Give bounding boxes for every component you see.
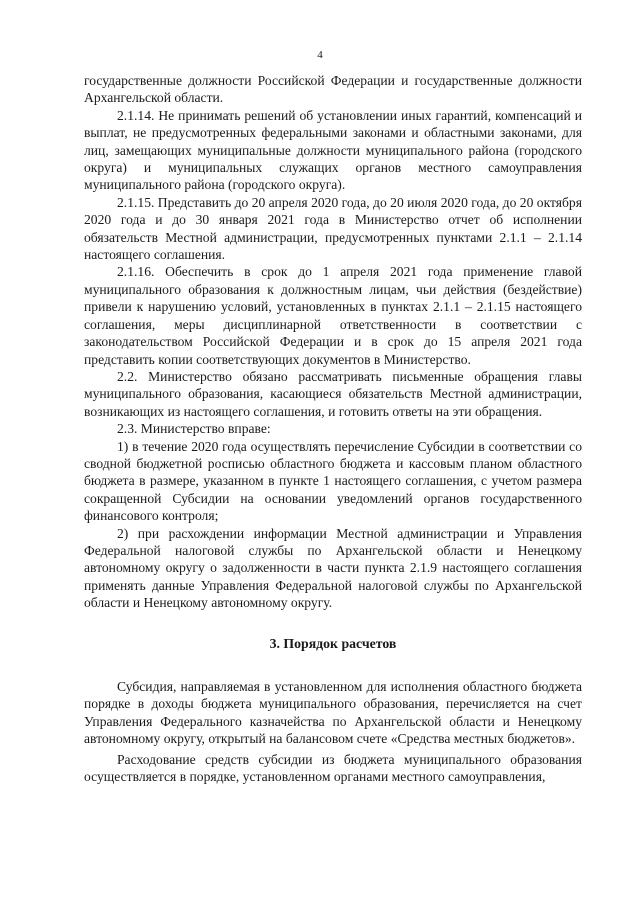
paragraph-2-3-item-1: 1) в течение 2020 года осуществлять перечисление Субсидии в соответствии со сводной бюджетной росписью областного бюджета и кассовым планом областного бюджета в размере, указанном в пункте 1 настоящего соглашения, с учетом размера сокращенной Субсидии на основании уведомлений органов государственного финансового контроля; [84, 438, 582, 524]
paragraph-2-1-15: 2.1.15. Представить до 20 апреля 2020 года, до 20 июля 2020 года, до 20 октября 2020 года и до 30 января 2021 года в Министерство отчет об исполнении обязательств Местной администрации, предусмотренных пунктами 2.1.1 – 2.1.14 настоящего соглашения. [84, 194, 582, 263]
paragraph-subsidy-transfer: Субсидия, направляемая в установленном для исполнения областного бюджета порядке в доходы бюджета муниципального образования, перечисляется на счет Управления Федерального казначейства по Архангельской области и Ненецкому автономному округу, открытый на балансовом счете «Средства местных бюджетов». [84, 679, 582, 747]
paragraph-2-1-16: 2.1.16. Обеспечить в срок до 1 апреля 2021 года применение главой муниципального образования к должностным лицам, чьи действия (бездействие) привели к нарушению условий, установленных в пунктах 2.1.1 – 2.1.15 настоящего соглашения, меры дисциплинарной ответственности в соответствии с законодательством Российской Федерации и в срок до 15 апреля 2021 года представить копии соответствующих документов в Министерство. [84, 264, 582, 367]
paragraph-2-1-14: 2.1.14. Не принимать решений об установлении иных гарантий, компенсаций и выплат, не предусмотренных федеральными законами и областными законами, для лиц, замещающих муниципальные должности муниципального района (городского округа) и муниципальных служащих органов местного самоуправления муниципального района (городского округа). [84, 107, 582, 193]
paragraph-continuation: государственные должности Российской Федерации и государственные должности Архангельской области. [84, 73, 582, 106]
section-title: 3. Порядок расчетов [269, 635, 397, 651]
paragraph-2-3-item-2: 2) при расхождении информации Местной администрации и Управления Федеральной налоговой службы по Архангельской области и Ненецкому автономному округу о задолженности в части пункта 2.1.9 настоящего соглашения применять данные Управления Федеральной налоговой службы по Архангельской области и Ненецкому автономному округу. [84, 525, 582, 611]
page-number: 4 [317, 49, 323, 61]
paragraph-2-3: 2.3. Министерство вправе: [117, 421, 271, 437]
document-body [84, 72, 582, 785]
paragraph-subsidy-spending: Расходование средств субсидии из бюджета муниципального образования осуществляется в порядке, установленном органами местного самоуправления, [84, 751, 582, 785]
paragraph-2-2: 2.2. Министерство обязано рассматривать письменные обращения главы муниципального образования, касающиеся обязательств Местной администрации, возникающих из настоящего соглашения, и готовить ответы на эти обращения. [84, 368, 582, 419]
